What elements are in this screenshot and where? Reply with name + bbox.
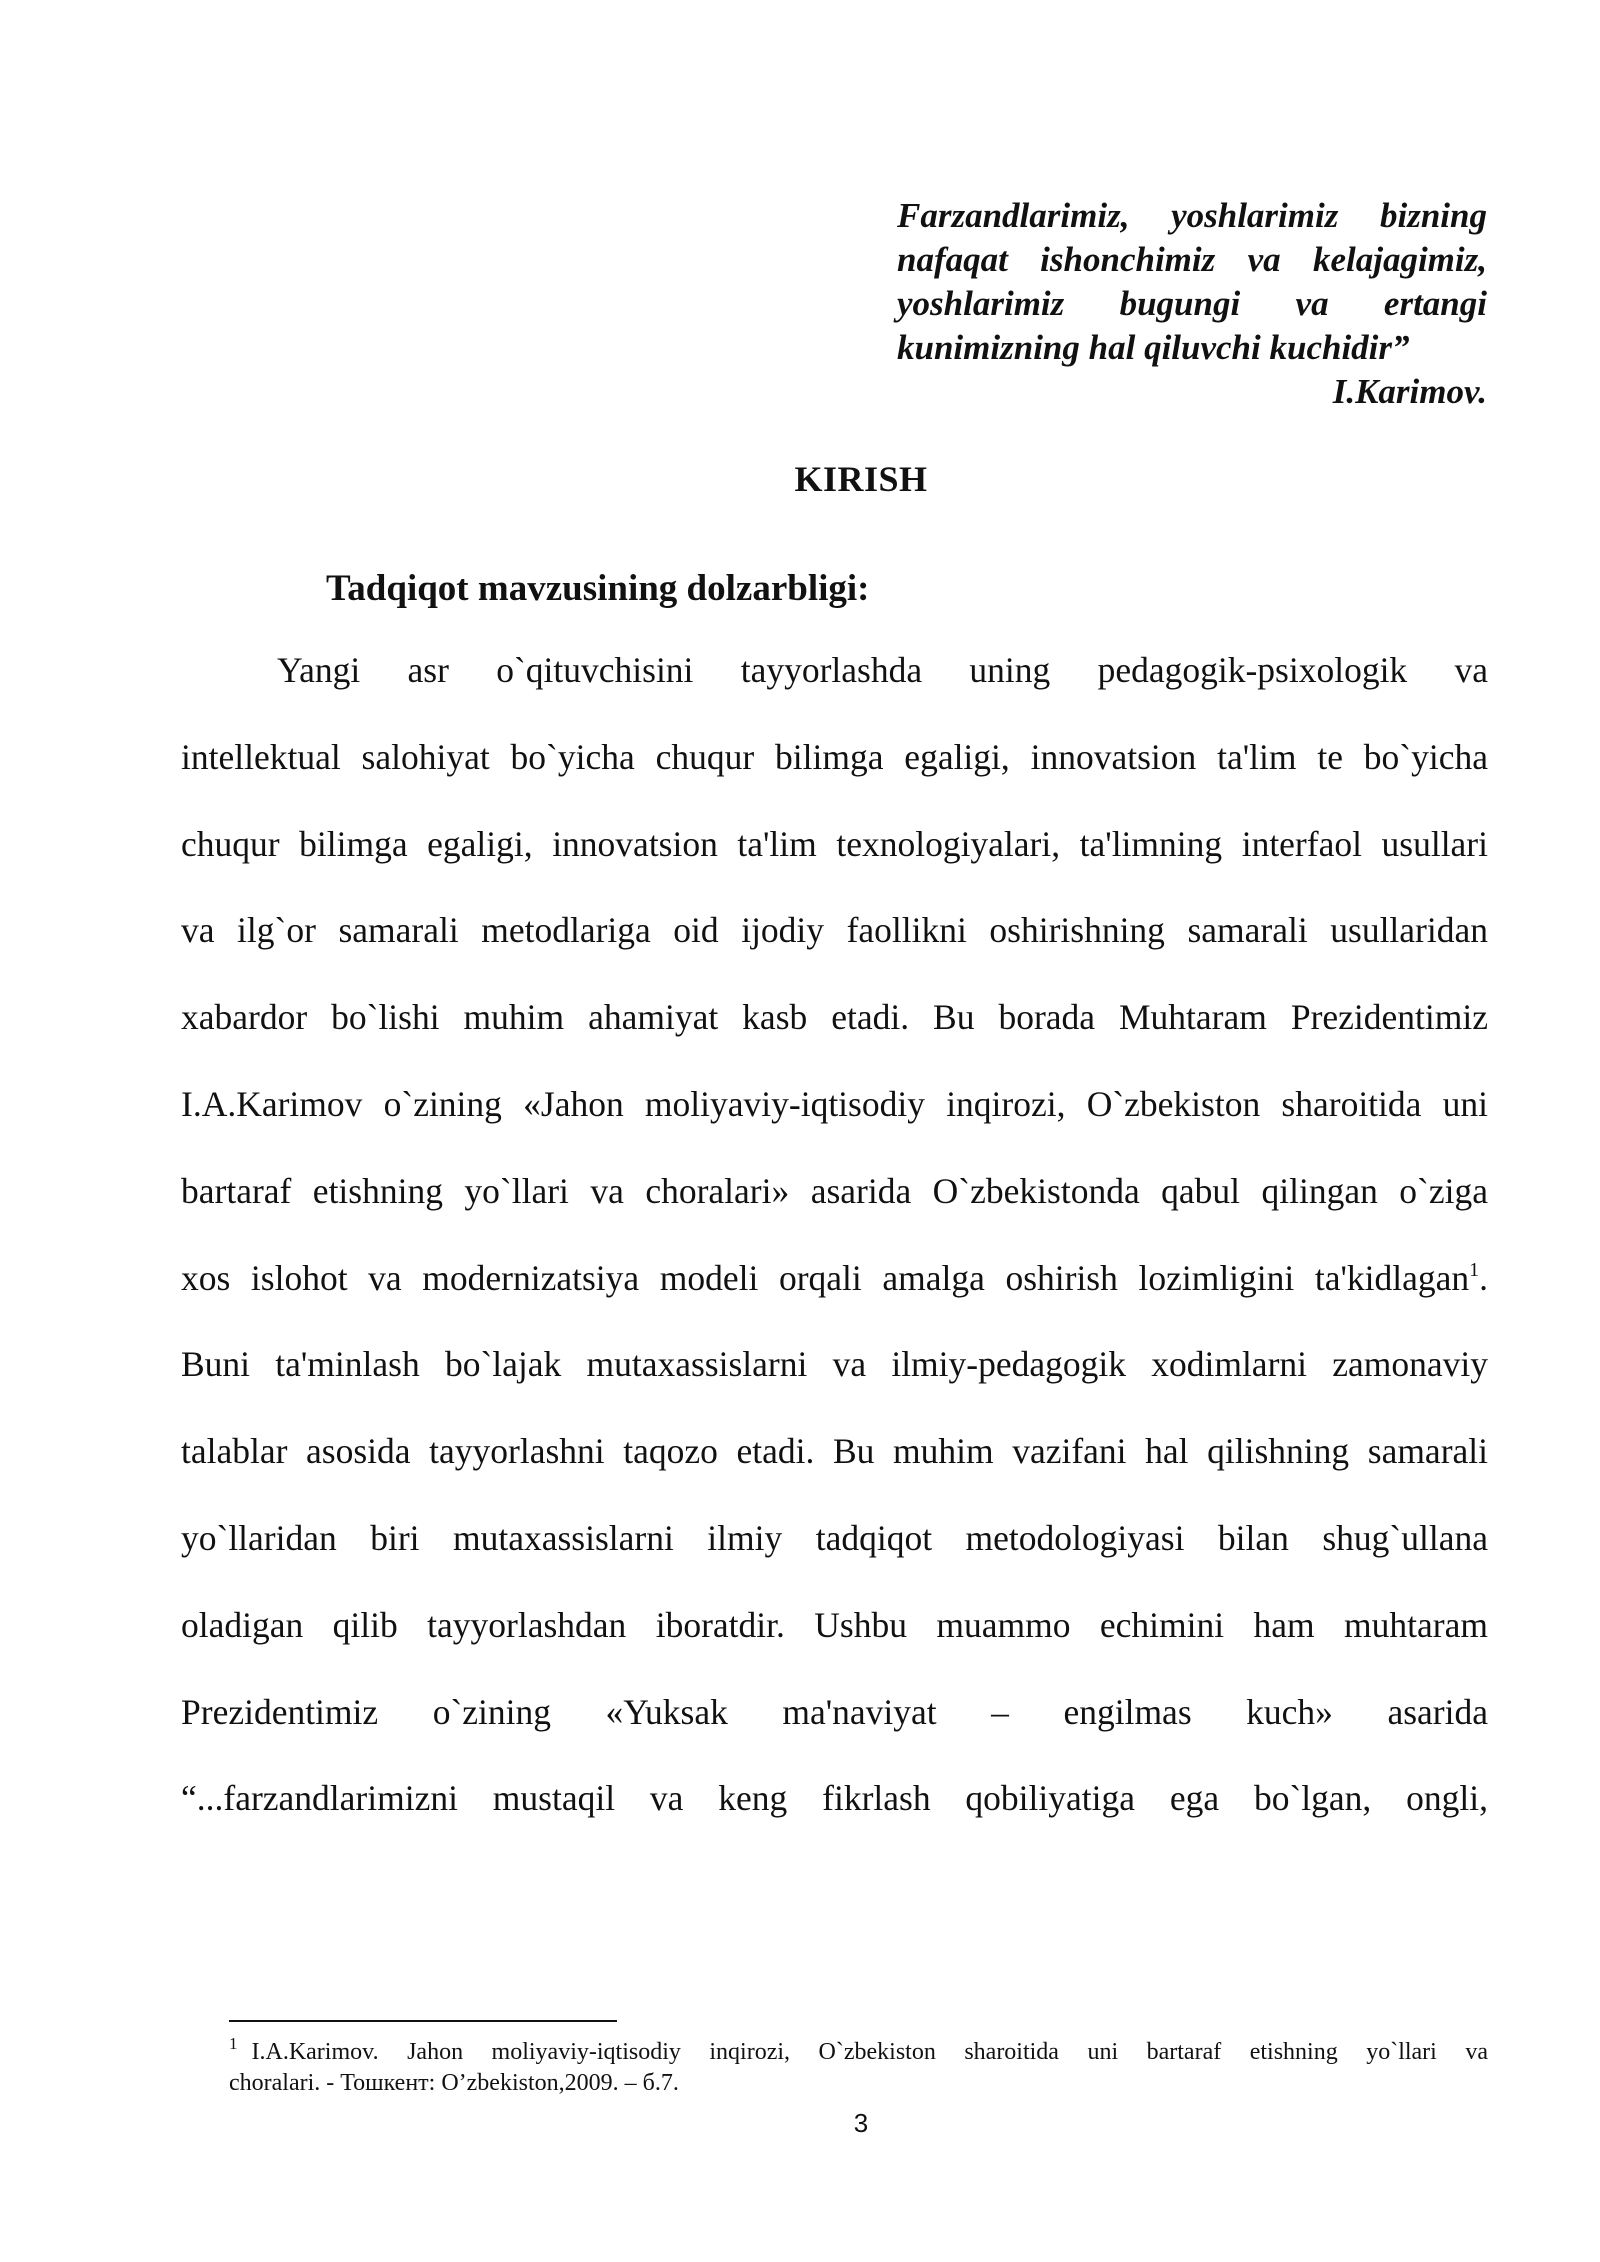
epigraph-author: I.Karimov.	[1332, 372, 1487, 411]
footnote-line	[229, 2034, 1488, 2068]
body-line: “...farzandlarimizni mustaqil va keng fikrlash qobiliyatiga ega bo`lgan, ongli,	[181, 1778, 1488, 1819]
epigraph-line: nafaqat ishonchimiz va kelajagimiz,	[897, 240, 1487, 279]
body-line: bartaraf etishning yo`llari va choralari» asarida O`zbekistonda qabul qilingan o`ziga	[181, 1170, 1488, 1211]
body-line: yo`llaridan biri mutaxassislarni ilmiy tadqiqot metodologiyasi bilan shug`ullana	[181, 1517, 1488, 1558]
body-line: xabardor bo`lishi muhim ahamiyat kasb etadi. Bu borada Muhtaram Prezidentimiz	[181, 997, 1488, 1038]
body-line: talablar asosida tayyorlashni taqozo etadi. Bu muhim vazifani hal qilishning samarali	[181, 1431, 1488, 1472]
subsection-heading: Tadqiqot mavzusining dolzarbligi:	[326, 568, 870, 609]
body-line: Yangi asr o`qituvchisini tayyorlashda uning pedagogik-psixologik va	[277, 650, 1488, 690]
body-paragraph	[181, 627, 1488, 1842]
body-line: I.A.Karimov o`zining «Jahon moliyaviy-iqtisodiy inqirozi, O`zbekiston sharoitida uni	[181, 1083, 1488, 1124]
body-line: oladigan qilib tayyorlashdan iboratdir. Ushbu muammo echimini ham muhtaram	[181, 1604, 1488, 1645]
body-line: Buni ta'minlash bo`lajak mutaxassislarni va ilmiy-pedagogik xodimlarni zamonaviy	[181, 1344, 1488, 1385]
footnote-line: choralari. - Тошкент: O’zbekiston,2009. – б.7.	[229, 2070, 679, 2096]
footnote-mark: 1	[229, 2034, 238, 2053]
body-line-text: xos islohot va modernizatsiya modeli orqali amalga oshirish lozimligini ta'kidlagan	[181, 1257, 1470, 1298]
body-line: chuqur bilimga egaligi, innovatsion ta'lim texnologiyalari, ta'limning interfaol usullari	[181, 823, 1488, 864]
epigraph-quote	[897, 194, 1487, 414]
epigraph-line: kunimizning hal qiluvchi kuchidir”	[897, 328, 1410, 367]
footnote	[229, 2034, 1488, 2099]
footnote-separator	[229, 2020, 617, 2022]
body-line-with-footnote-ref	[181, 1235, 1488, 1322]
epigraph-line: yoshlarimiz bugungi va ertangi	[897, 284, 1487, 323]
footnote-reference[interactable]: 1	[1469, 1258, 1480, 1281]
body-line: Prezidentimiz o`zining «Yuksak ma'naviyat – engilmas kuch» asarida	[181, 1691, 1488, 1732]
footnote-text: I.A.Karimov. Jahon moliyaviy-iqtisodiy inqirozi, O`zbekiston sharoitida uni bartaraf etishning yo`llari va	[251, 2039, 1488, 2065]
epigraph-line: Farzandlarimiz, yoshlarimiz bizning	[897, 196, 1487, 235]
body-line: va ilg`or samarali metodlariga oid ijodiy faollikni oshirishning samarali usullaridan	[181, 910, 1488, 951]
section-heading: KIRISH	[794, 459, 928, 499]
page-number: 3	[853, 2108, 869, 2138]
sentence-end: .	[1479, 1257, 1488, 1298]
body-line: intellektual salohiyat bo`yicha chuqur bilimga egaligi, innovatsion ta'lim te bo`yicha	[181, 736, 1488, 777]
